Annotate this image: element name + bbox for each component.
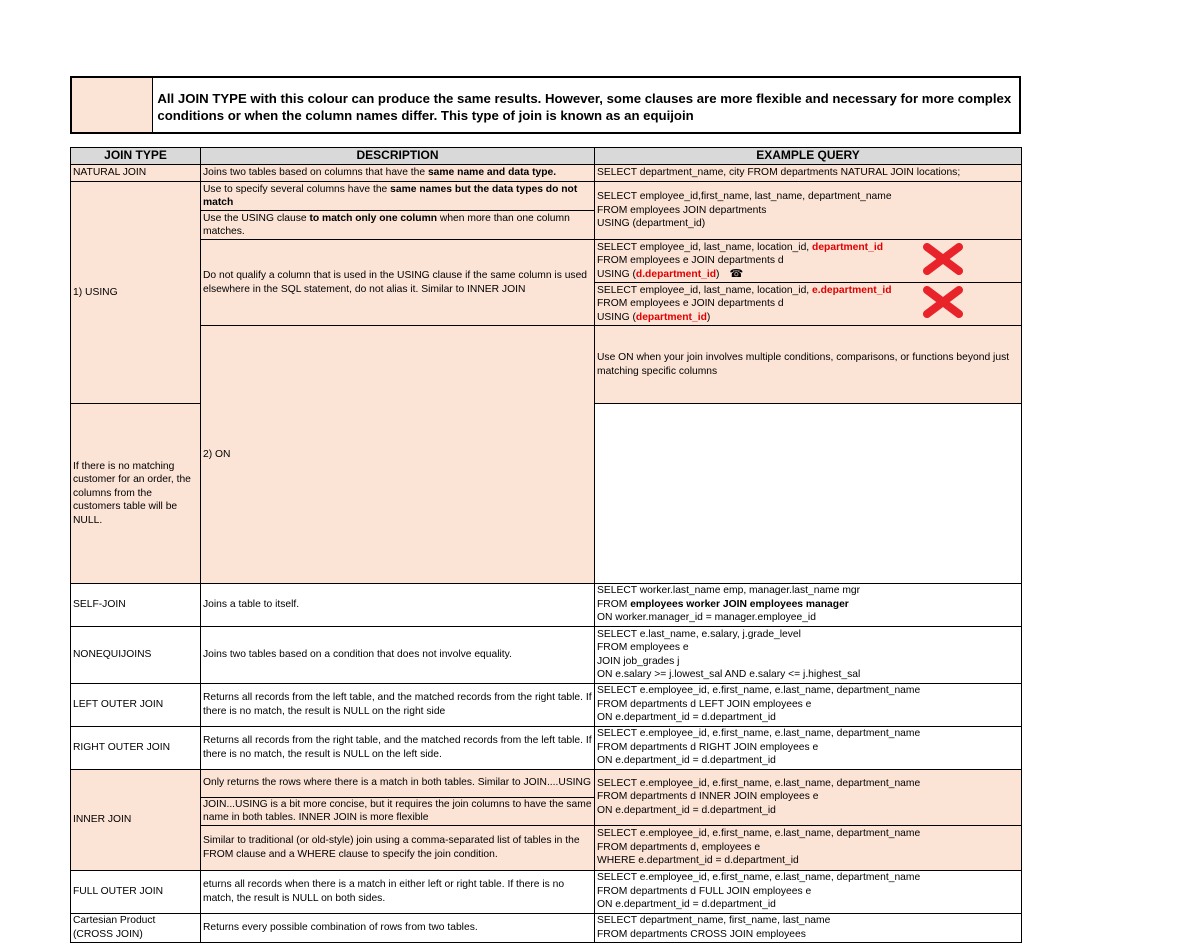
- query-cell: SELECT worker.last_name emp, manager.last_name mgr FROM employees worker JOIN employees manager ON worker.manager_id = manager.employee_id: [595, 583, 1022, 626]
- join-type-cell: RIGHT OUTER JOIN: [71, 726, 201, 769]
- query-cell: SELECT employee_id, last_name, location_id, e.department_id FROM employees e JOIN departments d USING (department_id): [595, 283, 1022, 326]
- description-cell: Returns all records from the right table, and the matched records from the left table. If there is no match, the result is NULL on the left side.: [201, 726, 595, 769]
- table-row: [71, 726, 1022, 769]
- join-type-cell: Cartesian Product (CROSS JOIN): [71, 913, 201, 942]
- table-row: [71, 913, 1022, 942]
- legend-text: All JOIN TYPE with this colour can produce the same results. However, some clauses are more flexible and necessary for more complex conditions or when the column names differ. This type of join is known as an equijoin: [157, 91, 1012, 123]
- join-type-cell: NONEQUIJOINS: [71, 626, 201, 683]
- description-cell: Joins two tables based on columns that have the same name and data type.: [201, 165, 595, 182]
- query-cell: SELECT e.last_name, e.salary, j.grade_level FROM employees e JOIN job_grades j ON e.salary >= j.lowest_sal AND e.salary <= j.highest_sal: [595, 626, 1022, 683]
- description-cell: Returns all records from the left table, and the matched records from the right table. If there is no match, the result is NULL on the right side: [201, 683, 595, 726]
- query-cell: SELECT e.employee_id, e.first_name, e.last_name, department_name FROM departments d FULL JOIN employees e ON e.department_id = d.department_id: [595, 870, 1022, 913]
- join-type-cell: 1) USING: [71, 182, 201, 404]
- query-cell: SELECT department_name, first_name, last_name FROM departments CROSS JOIN employees: [595, 913, 1022, 942]
- join-type-cell: FULL OUTER JOIN: [71, 870, 201, 913]
- description-cell: JOIN...USING is a bit more concise, but it requires the join columns to have the same name in both tables. INNER JOIN is more flexible: [201, 797, 595, 825]
- description-cell: Use the USING clause to match only one column when more than one column matches.: [201, 211, 595, 240]
- table-row: [71, 769, 1022, 797]
- description-cell: Only returns the rows where there is a match in both tables. Similar to JOIN....USING: [201, 769, 595, 797]
- query-cell: SELECT e.employee_id, e.first_name, e.last_name, department_name FROM departments d RIGHT JOIN employees e ON e.department_id = d.department_id: [595, 726, 1022, 769]
- description-cell: Joins two tables based on a condition that does not involve equality.: [201, 626, 595, 683]
- query-cell: SELECT e.employee_id, e.first_name, e.last_name, department_name FROM departments d, employees e WHERE e.department_id = d.department_id: [595, 825, 1022, 870]
- join-type-cell: 2) ON: [201, 326, 595, 584]
- table-row: [71, 165, 1022, 182]
- description-cell: Similar to traditional (or old-style) join using a comma-separated list of tables in the FROM clause and a WHERE clause to specify the join condition.: [201, 825, 595, 870]
- description-cell: Joins a table to itself.: [201, 583, 595, 626]
- table-row: [71, 870, 1022, 913]
- table-header-row: [71, 148, 1022, 165]
- wrong-x-icon: [923, 243, 963, 275]
- description-cell: eturns all records when there is a match in either left or right table. If there is no match, the result is NULL on both sides.: [201, 870, 595, 913]
- table-row: [71, 326, 1022, 404]
- description-cell: Returns every possible combination of rows from two tables.: [201, 913, 595, 942]
- description-cell: Do not qualify a column that is used in the USING clause if the same column is used elsewhere in the SQL statement, do not alias it. Similar to INNER JOIN: [201, 240, 595, 326]
- wrong-x-icon: [923, 286, 963, 318]
- phone-icon: ☎: [729, 267, 744, 280]
- table-row: [71, 626, 1022, 683]
- join-type-cell: NATURAL JOIN: [71, 165, 201, 182]
- description-cell: If there is no matching customer for an order, the columns from the customers table will be NULL.: [71, 404, 201, 583]
- join-types-table: [70, 147, 1022, 943]
- query-cell: SELECT e.employee_id, e.first_name, e.last_name, department_name FROM departments d INNER JOIN employees e ON e.department_id = d.department_id: [595, 769, 1022, 825]
- join-type-cell: SELF-JOIN: [71, 583, 201, 626]
- description-cell: Use ON when your join involves multiple conditions, comparisons, or functions beyond just matching specific columns: [595, 326, 1022, 404]
- description-cell: Use to specify several columns have the same names but the data types do not match: [201, 182, 595, 211]
- header-join-type: JOIN TYPE: [71, 148, 201, 165]
- header-description: DESCRIPTION: [201, 148, 595, 165]
- header-example-query: EXAMPLE QUERY: [595, 148, 1022, 165]
- table-row: [71, 683, 1022, 726]
- table-row: [71, 182, 1022, 211]
- query-cell: SELECT employee_id,first_name, last_name, department_name FROM employees JOIN departments USING (department_id): [595, 182, 1022, 240]
- query-cell: SELECT employee_id, last_name, location_id, department_id FROM employees e JOIN departments d USING (d.department_id) ☎: [595, 240, 1022, 283]
- table-row: [71, 240, 1022, 283]
- join-type-cell: LEFT OUTER JOIN: [71, 683, 201, 726]
- table-row: [71, 583, 1022, 626]
- join-type-cell: INNER JOIN: [71, 769, 201, 870]
- query-cell: SELECT department_name, city FROM departments NATURAL JOIN locations;: [595, 165, 1022, 182]
- legend-box: [70, 76, 1021, 134]
- legend-color-swatch: [72, 78, 153, 132]
- query-cell: SELECT e.employee_id, e.first_name, e.last_name, department_name FROM departments d LEFT JOIN employees e ON e.department_id = d.department_id: [595, 683, 1022, 726]
